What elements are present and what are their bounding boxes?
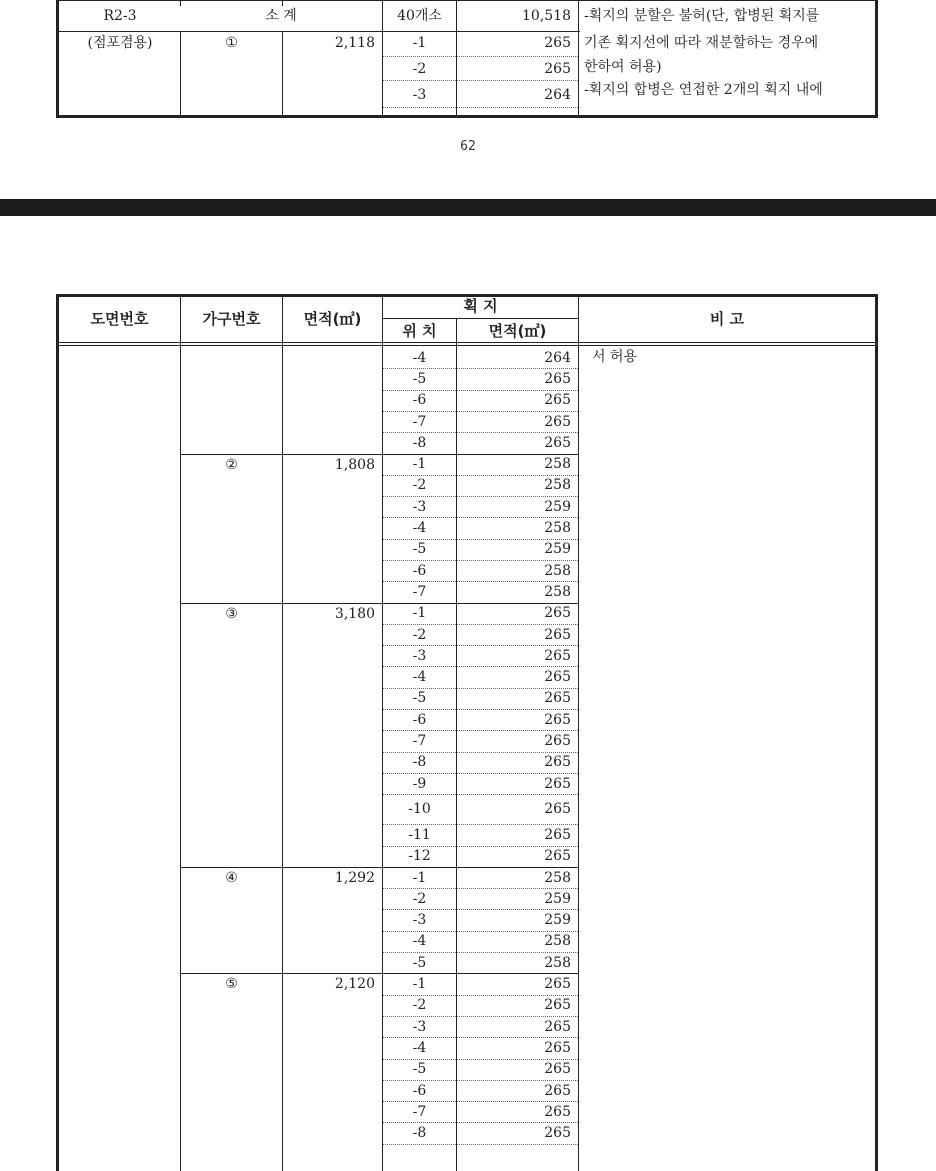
subtotal-label: 소 계 [265,8,297,24]
lot-area: 258 [544,933,571,949]
lot-row-separator [383,475,578,476]
lot-row-separator [383,560,578,561]
lot-position: -6 [412,563,427,579]
lot-row-separator [383,824,578,825]
lot-area: 264 [544,350,571,366]
remark-line-4: -획지의 합병은 연접한 2개의 획지 내에 [584,82,823,98]
lot-area: 265 [544,627,571,643]
lot-position: -11 [408,827,431,843]
block-mark: ② [225,457,238,473]
lot-row-separator [383,730,578,731]
lot-area: 265 [544,392,571,408]
block-separator [181,973,578,974]
block-separator [181,603,578,604]
lot-area: 265 [544,1040,571,1056]
lot-position: -2 [412,891,427,907]
lot-position: -5 [412,541,427,557]
lot-row-separator [383,581,578,582]
lot-area: 265 [544,35,571,51]
remark-line-1: -획지의 분할은 불허(단, 합병된 획지를 [584,8,820,24]
lot-row-separator [383,952,578,953]
lot-area: 258 [544,584,571,600]
lot-position: -5 [412,1061,427,1077]
lot-row-separator [383,995,578,996]
lot-row-separator [383,539,578,540]
lot-area: 259 [544,541,571,557]
lot-position: -2 [412,627,427,643]
lot-area: 264 [544,87,571,103]
lot-area: 265 [544,801,571,817]
lot-row-separator [383,1059,578,1060]
lot-area: 265 [544,690,571,706]
drawing-use: (점포겸용) [87,35,153,51]
lot-area: 258 [544,870,571,886]
lot-row-separator [383,1037,578,1038]
subtotal-area: 10,518 [522,8,571,24]
lot-position: -7 [412,584,427,600]
remark-line-3: 한하여 허용) [584,59,662,75]
header-lot: 획 지 [463,297,498,315]
lot-row-separator [383,709,578,710]
lot-position: -8 [412,754,427,770]
lot-position: -1 [412,605,427,621]
lot-position: -10 [408,801,431,817]
lot-row-separator [383,794,578,795]
lot-position: -1 [412,456,427,472]
lot-row-separator [383,624,578,625]
lot-position: -1 [412,35,427,51]
lot-row-separator [383,1101,578,1102]
lot-area: 265 [544,1019,571,1035]
block-area-1: 2,118 [334,35,375,51]
lot-row-separator [383,411,578,412]
lot-position: -4 [412,933,427,949]
lot-row-separator [383,909,578,910]
lot-area: 265 [544,435,571,451]
lot-area: 258 [544,563,571,579]
block-area: 3,180 [334,606,375,622]
header-drawing-no: 도면번호 [90,310,149,328]
remark-continuation: 서 허용 [592,349,638,365]
block-area: 1,292 [334,870,375,886]
block-mark: ③ [225,606,238,622]
lot-area: 265 [544,1083,571,1099]
lot-position: -2 [412,61,427,77]
lot-area: 265 [544,1061,571,1077]
lot-position: -1 [412,976,427,992]
lot-position: -3 [412,912,427,928]
lot-row-separator [383,368,578,369]
block-mark: ⑤ [225,976,238,992]
lot-position: -5 [412,371,427,387]
block-area: 2,120 [334,976,375,992]
lot-area: 265 [544,414,571,430]
lot-area: 258 [544,520,571,536]
page-number: 62 [460,139,476,154]
lot-row-separator [383,1122,578,1123]
lot-row-separator [383,1080,578,1081]
lot-area: 265 [544,976,571,992]
lot-position: -6 [412,712,427,728]
lot-position: -4 [412,350,427,366]
lot-area: 265 [544,848,571,864]
lot-count: 40개소 [397,8,442,24]
lot-area: 265 [544,733,571,749]
lot-position: -6 [412,1083,427,1099]
lot-area: 259 [544,891,571,907]
lot-area: 265 [544,1104,571,1120]
lot-position: -7 [412,733,427,749]
lot-position: -12 [408,848,431,864]
lot-position: -6 [412,392,427,408]
lot-row-separator [383,496,578,497]
lot-row-separator [383,666,578,667]
lot-position: -1 [412,870,427,886]
lot-area: 265 [544,648,571,664]
header-block-no: 가구번호 [202,310,261,328]
lot-row-separator [383,773,578,774]
lot-area: 265 [544,61,571,77]
lot-row-separator [383,432,578,433]
lot-position: -7 [412,414,427,430]
lot-position: -7 [412,1104,427,1120]
lot-position: -4 [412,669,427,685]
header-lot-area: 면적(㎡) [488,322,547,340]
page-divider [0,199,936,216]
lot-area: 265 [544,997,571,1013]
lot-position: -5 [412,690,427,706]
lot-row-separator [383,888,578,889]
lot-area: 259 [544,499,571,515]
lot-row-separator [383,846,578,847]
lot-row-separator [383,390,578,391]
lot-area: 258 [544,955,571,971]
lot-position: -2 [412,997,427,1013]
lot-area: 265 [544,605,571,621]
lot-area: 258 [544,477,571,493]
lot-position: -2 [412,477,427,493]
lot-row-separator [383,688,578,689]
header-remarks: 비 고 [709,310,745,328]
lot-row-separator [383,517,578,518]
lot-area: 259 [544,912,571,928]
lot-area: 258 [544,456,571,472]
lot-area: 265 [544,371,571,387]
lot-area: 265 [544,669,571,685]
lot-area: 265 [544,712,571,728]
lot-position: -4 [412,520,427,536]
lot-row-separator [383,645,578,646]
lot-row-separator [383,1144,578,1145]
block-mark-1: ① [225,35,238,51]
lot-position: -5 [412,955,427,971]
header-lot-position: 위 치 [402,322,437,340]
lot-row-separator [383,752,578,753]
lot-row-separator [383,1016,578,1017]
block-area: 1,808 [334,457,375,473]
lot-area: 265 [544,776,571,792]
lot-position: -3 [412,1019,427,1035]
lot-position: -3 [412,87,427,103]
lot-area: 265 [544,754,571,770]
block-mark: ④ [225,870,238,886]
block-separator [181,867,578,868]
lot-row-separator [383,931,578,932]
lot-position: -8 [412,435,427,451]
header-area: 면적(㎡) [303,310,362,328]
lot-position: -3 [412,499,427,515]
lot-area: 265 [544,827,571,843]
lot-position: -4 [412,1040,427,1056]
lot-position: -9 [412,776,427,792]
remark-line-2: 기존 획지선에 따라 재분할하는 경우에 [584,35,819,51]
block-separator [181,454,578,455]
lot-position: -3 [412,648,427,664]
lot-position: -8 [412,1125,427,1141]
lot-area: 265 [544,1125,571,1141]
drawing-no-r2-3: R2-3 [103,8,137,24]
